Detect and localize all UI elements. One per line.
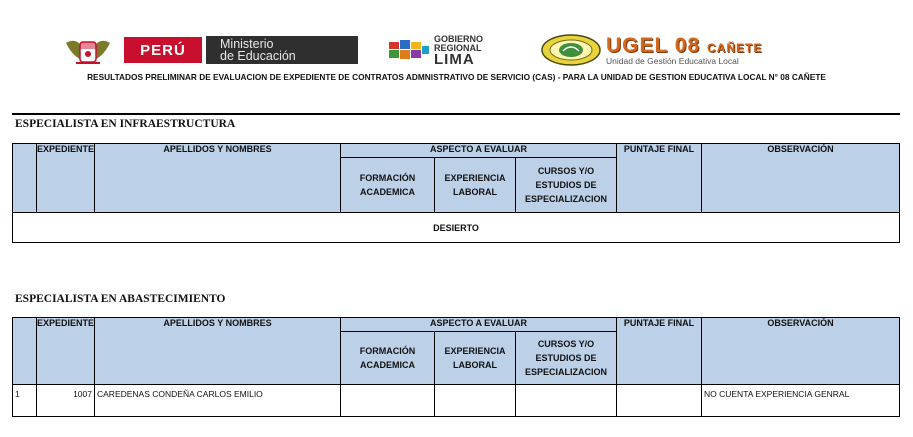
header-cursos: CURSOS Y/O ESTUDIOS DE ESPECIALIZACION: [516, 332, 617, 385]
row-item: 1: [13, 385, 37, 417]
document-title: RESULTADOS PRELIMINAR DE EVALUACION DE EXPEDIENTE DE CONTRATOS ADMNISTRATIVO DE SERVICIO (CAS) - PARA LA UNIDAD DE GESTION EDUCATIVA LOCAL N° 08 CAÑETE: [87, 72, 826, 82]
section-heading-abastecimiento: ESPECIALISTA EN ABASTECIMIENTO: [15, 293, 226, 305]
header-observacion: OBSERVACIÓN: [702, 144, 900, 213]
row-observacion: NO CUENTA EXPERIENCIA GENRAL: [702, 385, 900, 417]
ugel-logo: [606, 34, 762, 58]
header-aspecto: ASPECTO A EVALUAR: [341, 318, 617, 332]
header-expediente: EXPEDIENTE: [37, 144, 95, 213]
gobierno-regional-icon: [387, 38, 431, 62]
header-item-cell: [13, 144, 37, 213]
row-expediente: 1007: [37, 385, 95, 417]
minedu-line2: de Educación: [220, 49, 296, 63]
gore-line1: GOBIERNO: [434, 34, 484, 44]
gobierno-regional-logo-text: [434, 35, 483, 66]
gore-line3: LIMA: [434, 51, 475, 68]
header-observacion: OBSERVACIÓN: [702, 318, 900, 385]
header-item-cell: [13, 318, 37, 385]
ugel-title: UGEL 08: [606, 34, 701, 57]
infraestructura-table: [12, 143, 900, 243]
header-puntaje: PUNTAJE FINAL: [617, 318, 702, 385]
peru-logo: [124, 37, 202, 63]
header-expediente: EXPEDIENTE: [37, 318, 95, 385]
abastecimiento-table: [12, 317, 900, 417]
header-experiencia: EXPERIENCIA LABORAL: [435, 332, 516, 385]
row-nombres: CAREDENAS CONDEÑA CARLOS EMILIO: [95, 385, 341, 417]
header-formacion: FORMACIÓN ACADEMICA: [341, 158, 435, 213]
row-formacion: [341, 385, 435, 417]
section-heading-infraestructura: ESPECIALISTA EN INFRAESTRUCTURA: [15, 118, 236, 130]
row-puntaje: [617, 385, 702, 417]
header-experiencia: EXPERIENCIA LABORAL: [435, 158, 516, 213]
header-formacion: FORMACIÓN ACADEMICA: [341, 332, 435, 385]
ugel-subtitle: Unidad de Gestión Educativa Local: [606, 56, 739, 66]
header-divider: [12, 113, 900, 115]
header-puntaje: PUNTAJE FINAL: [617, 144, 702, 213]
status-desierto: DESIERTO: [13, 213, 900, 243]
ugel-place: CAÑETE: [707, 41, 763, 55]
header-cursos: CURSOS Y/O ESTUDIOS DE ESPECIALIZACION: [516, 158, 617, 213]
minedu-line1: Ministerio: [220, 37, 274, 51]
row-cursos: [516, 385, 617, 417]
header-nombres: APELLIDOS Y NOMBRES: [95, 318, 341, 385]
header-aspecto: ASPECTO A EVALUAR: [341, 144, 617, 158]
ugel-seal-icon: [540, 34, 602, 66]
peru-coat-of-arms-icon: [62, 37, 114, 67]
row-experiencia: [435, 385, 516, 417]
gore-line2: REGIONAL: [434, 43, 482, 53]
minedu-logo: [206, 36, 358, 64]
peru-label: PERÚ: [140, 41, 186, 59]
table-row: [13, 385, 900, 417]
header-nombres: APELLIDOS Y NOMBRES: [95, 144, 341, 213]
